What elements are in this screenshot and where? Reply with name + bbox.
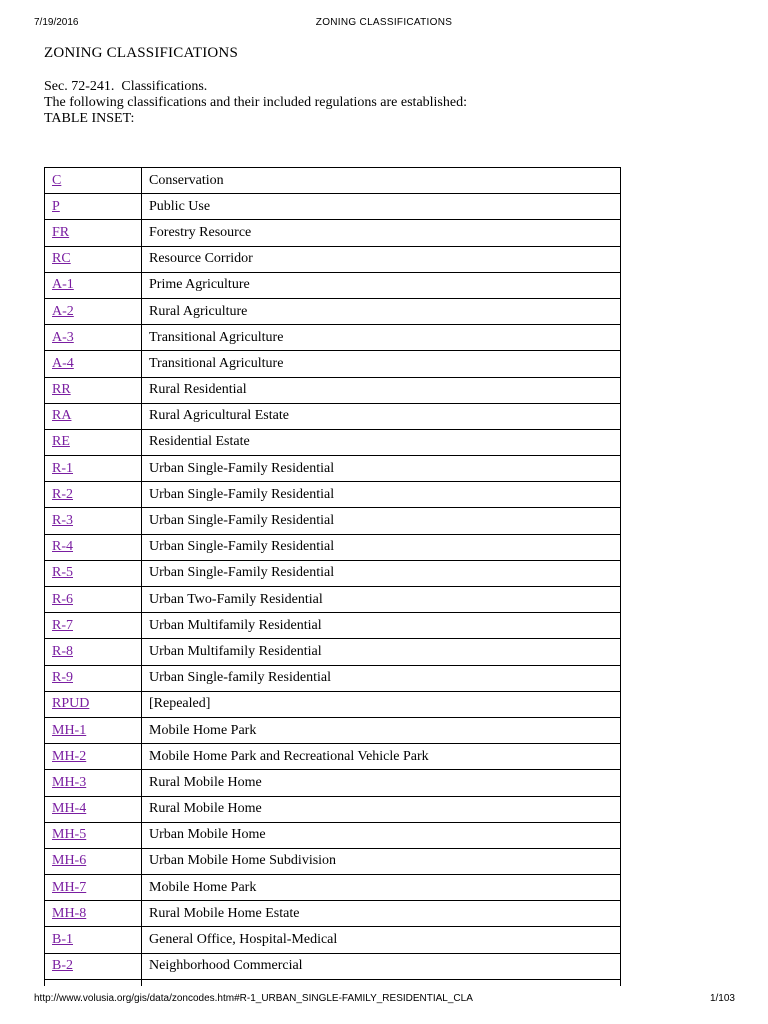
zone-code-cell <box>45 613 142 639</box>
zone-code-link[interactable]: A-2 <box>52 303 74 319</box>
zone-name-cell: Rural Mobile Home Estate <box>142 901 621 927</box>
zone-code-link[interactable]: A-1 <box>52 277 74 293</box>
table-row <box>45 194 621 220</box>
table-row <box>45 429 621 455</box>
zone-code-link[interactable]: R-2 <box>52 486 73 502</box>
zone-name-cell: [Repealed] <box>142 691 621 717</box>
table-row <box>45 560 621 586</box>
zone-code-link[interactable]: RA <box>52 408 72 424</box>
zone-code-link[interactable]: RE <box>52 434 70 450</box>
zone-code-cell <box>45 639 142 665</box>
zone-code-cell <box>45 953 142 979</box>
zone-name-cell: Urban Single-Family Residential <box>142 508 621 534</box>
zone-code-cell <box>45 272 142 298</box>
zone-code-cell <box>45 534 142 560</box>
zone-code-link[interactable]: R-3 <box>52 513 73 529</box>
zone-code-link[interactable]: RPUD <box>52 696 90 712</box>
zone-name-cell: Urban Single-Family Residential <box>142 456 621 482</box>
table-row <box>45 822 621 848</box>
zone-code-cell <box>45 901 142 927</box>
zone-name-cell: Rural Agriculture <box>142 298 621 324</box>
zone-code-link[interactable]: R-1 <box>52 460 73 476</box>
zone-code-link[interactable]: R-7 <box>52 617 73 633</box>
zone-name-cell: Public Use <box>142 194 621 220</box>
zone-code-link[interactable]: R-4 <box>52 539 73 555</box>
zone-code-link[interactable]: MH-6 <box>52 853 87 869</box>
table-row <box>45 508 621 534</box>
zone-name-cell: Urban Single-Family Residential <box>142 534 621 560</box>
zone-code-link[interactable]: P <box>52 198 60 214</box>
zone-code-cell <box>45 744 142 770</box>
zoning-table <box>44 167 621 1006</box>
table-row <box>45 272 621 298</box>
zone-name-cell: Resource Corridor <box>142 246 621 272</box>
table-row <box>45 665 621 691</box>
zone-name-cell: Urban Multifamily Residential <box>142 639 621 665</box>
zone-code-link[interactable]: C <box>52 172 62 188</box>
zone-name-cell: Conservation <box>142 168 621 194</box>
zone-code-cell <box>45 717 142 743</box>
table-row <box>45 744 621 770</box>
table-row <box>45 927 621 953</box>
zone-code-link[interactable]: B-1 <box>52 932 73 948</box>
zone-name-cell: Urban Two-Family Residential <box>142 587 621 613</box>
zone-code-link[interactable]: MH-7 <box>52 879 87 895</box>
zone-code-cell <box>45 822 142 848</box>
zone-name-cell: Residential Estate <box>142 429 621 455</box>
zone-code-cell <box>45 691 142 717</box>
zone-name-cell: Forestry Resource <box>142 220 621 246</box>
page-number: 1/103 <box>709 993 735 1004</box>
zone-code-link[interactable]: RC <box>52 251 71 267</box>
zone-code-cell <box>45 587 142 613</box>
print-footer <box>0 993 768 1007</box>
zone-code-link[interactable]: A-3 <box>52 329 74 345</box>
table-row <box>45 456 621 482</box>
document-body <box>44 43 467 127</box>
zone-code-cell <box>45 482 142 508</box>
table-row <box>45 639 621 665</box>
zoning-table-body <box>45 168 621 1006</box>
zone-name-cell: Transitional Agriculture <box>142 351 621 377</box>
table-row <box>45 875 621 901</box>
zone-code-cell <box>45 325 142 351</box>
page-title: ZONING CLASSIFICATIONS <box>44 45 238 61</box>
zone-name-cell: Urban Multifamily Residential <box>142 613 621 639</box>
zone-code-cell <box>45 875 142 901</box>
zone-code-link[interactable]: MH-8 <box>52 905 87 921</box>
table-row <box>45 246 621 272</box>
table-row <box>45 613 621 639</box>
zone-name-cell: Rural Agricultural Estate <box>142 403 621 429</box>
zone-code-cell <box>45 560 142 586</box>
table-row <box>45 770 621 796</box>
zone-code-cell <box>45 168 142 194</box>
zone-code-cell <box>45 927 142 953</box>
zone-code-cell <box>45 298 142 324</box>
print-header <box>0 17 768 31</box>
zone-name-cell: Rural Mobile Home <box>142 796 621 822</box>
table-row <box>45 403 621 429</box>
zone-code-cell <box>45 377 142 403</box>
table-row <box>45 482 621 508</box>
zone-name-cell: Transitional Agriculture <box>142 325 621 351</box>
zone-code-cell <box>45 665 142 691</box>
table-row <box>45 953 621 979</box>
zone-name-cell: Urban Mobile Home <box>142 822 621 848</box>
intro-text: The following classifications and their included regulations are established: <box>44 95 467 110</box>
table-row <box>45 220 621 246</box>
zone-code-link[interactable]: A-4 <box>52 355 74 371</box>
zone-name-cell: Mobile Home Park <box>142 875 621 901</box>
print-title: ZONING CLASSIFICATIONS <box>315 17 453 28</box>
zone-code-link[interactable]: MH-1 <box>52 722 87 738</box>
zone-code-cell <box>45 403 142 429</box>
zone-code-cell <box>45 508 142 534</box>
zone-code-cell <box>45 848 142 874</box>
table-row <box>45 717 621 743</box>
zone-code-link[interactable]: R-8 <box>52 643 73 659</box>
zone-name-cell: Urban Single-Family Residential <box>142 560 621 586</box>
zone-name-cell: General Office, Hospital-Medical <box>142 927 621 953</box>
table-row <box>45 796 621 822</box>
table-row <box>45 691 621 717</box>
zone-code-cell <box>45 429 142 455</box>
table-row <box>45 351 621 377</box>
zone-name-cell: Rural Mobile Home <box>142 770 621 796</box>
table-row <box>45 298 621 324</box>
zone-code-cell <box>45 220 142 246</box>
zone-name-cell: Urban Single-family Residential <box>142 665 621 691</box>
zone-code-link[interactable]: MH-2 <box>52 748 87 764</box>
zone-code-link[interactable]: FR <box>52 224 70 240</box>
zone-code-cell <box>45 456 142 482</box>
zone-code-link[interactable]: RR <box>52 382 71 398</box>
zone-name-cell: Mobile Home Park <box>142 717 621 743</box>
zone-code-link[interactable]: R-6 <box>52 591 73 607</box>
zone-name-cell: Urban Single-Family Residential <box>142 482 621 508</box>
table-row <box>45 901 621 927</box>
table-row <box>45 325 621 351</box>
table-row <box>45 168 621 194</box>
print-date: 7/19/2016 <box>34 17 79 28</box>
zone-code-cell <box>45 770 142 796</box>
zone-code-link[interactable]: MH-5 <box>52 827 87 843</box>
intro-block <box>44 79 467 127</box>
table-row <box>45 534 621 560</box>
table-row <box>45 587 621 613</box>
zone-code-cell <box>45 246 142 272</box>
table-label: TABLE INSET: <box>44 111 135 126</box>
zone-code-cell <box>45 796 142 822</box>
zone-name-cell: Prime Agriculture <box>142 272 621 298</box>
zone-code-link[interactable]: R-9 <box>52 670 73 686</box>
zone-code-link[interactable]: R-5 <box>52 565 73 581</box>
table-row <box>45 848 621 874</box>
zone-code-link[interactable]: MH-4 <box>52 801 87 817</box>
zone-code-link[interactable]: MH-3 <box>52 774 87 790</box>
zone-code-cell <box>45 351 142 377</box>
zone-code-cell <box>45 194 142 220</box>
zone-code-link[interactable]: B-2 <box>52 958 73 974</box>
zone-name-cell: Neighborhood Commercial <box>142 953 621 979</box>
zone-name-cell: Mobile Home Park and Recreational Vehicle Park <box>142 744 621 770</box>
table-row <box>45 377 621 403</box>
zone-name-cell: Urban Mobile Home Subdivision <box>142 848 621 874</box>
zone-name-cell: Rural Residential <box>142 377 621 403</box>
section-heading: Sec. 72-241. Classifications. <box>44 79 208 94</box>
print-url: http://www.volusia.org/gis/data/zoncodes.htm#R-1_URBAN_SINGLE-FAMILY_RESIDENTIAL_CLA <box>34 993 473 1004</box>
